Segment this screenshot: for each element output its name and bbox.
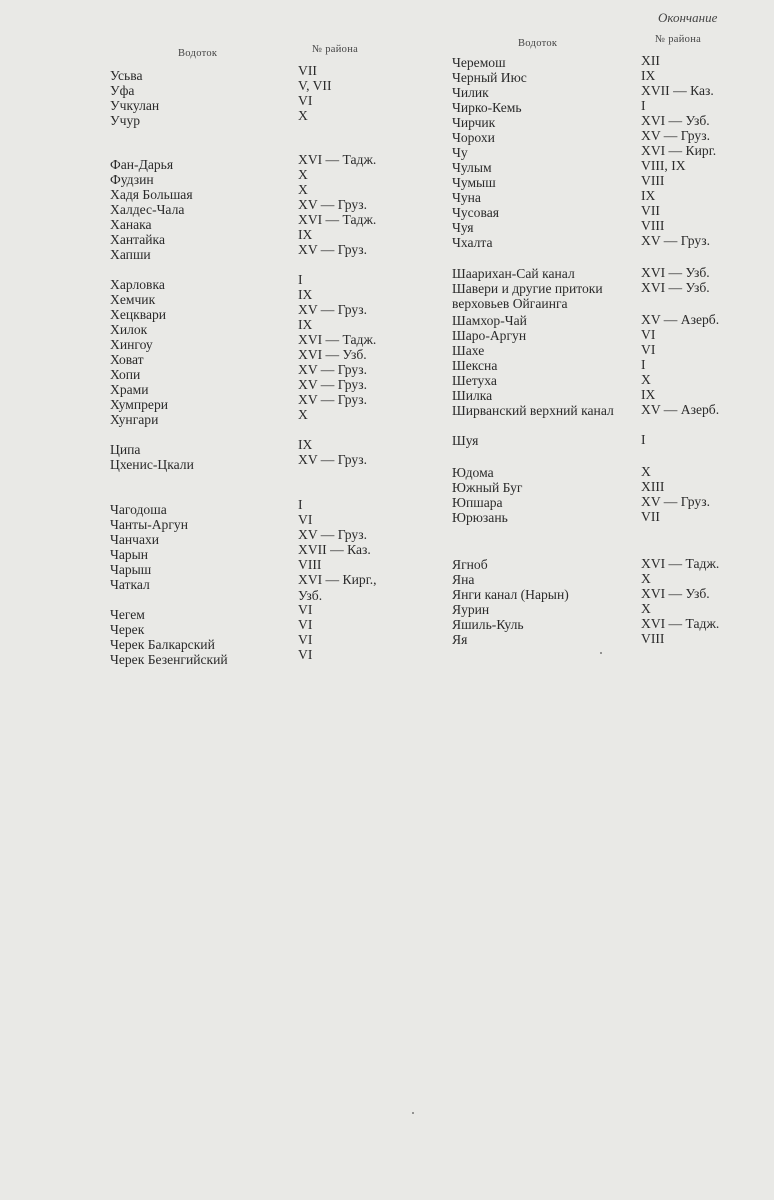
list-item-name: Яшиль-Куль	[452, 617, 524, 632]
list-item-district: XV — Груз.	[641, 128, 710, 143]
list-item-district: IX	[641, 387, 656, 402]
list-item-name: Чуя	[452, 220, 474, 235]
list-item-district: XVI — Тадж.	[298, 332, 377, 347]
list-item-name: Чарын	[110, 547, 149, 562]
list-item-district: XVI — Узб.	[641, 586, 710, 601]
list-item-district: VII	[641, 203, 660, 218]
list-item-name: Хингоу	[110, 337, 153, 352]
list-item-district: I	[641, 432, 646, 447]
list-item-name: Чирко-Кемь	[452, 100, 522, 115]
list-item-district: XVII — Каз.	[298, 542, 371, 557]
list-item-name: Юрюзань	[452, 510, 508, 525]
list-item-district: XV — Груз.	[298, 242, 367, 257]
list-item-name: Чаткал	[110, 577, 150, 592]
list-item-name: Усьва	[110, 68, 143, 83]
list-item-district: V, VII	[298, 78, 332, 93]
list-item-district: VI	[298, 93, 313, 108]
list-item-district: VI	[641, 327, 656, 342]
list-item-district: XVII — Каз.	[641, 83, 714, 98]
list-item-district: VIII	[298, 557, 322, 572]
list-item-name: Уфа	[110, 83, 135, 98]
list-item-name: Ципа	[110, 442, 141, 457]
list-item-district: I	[641, 357, 646, 372]
list-item-name: Фан-Дарья	[110, 157, 174, 172]
list-item-district: X	[641, 372, 651, 387]
list-item-name: Чулым	[452, 160, 492, 175]
list-item-name: Чанты-Аргун	[110, 517, 189, 532]
list-item-name: Чорохи	[452, 130, 495, 145]
list-item-name: Шавери и другие притоки верховьев Ойгаинга	[452, 281, 603, 311]
list-item-name: Ханака	[110, 217, 152, 232]
list-item-district: XV — Груз.	[298, 527, 367, 542]
list-item-district: XIII	[641, 479, 665, 494]
list-item-district: VI	[641, 342, 656, 357]
header-district-left: № района	[312, 44, 359, 55]
list-item-name: Хумпрери	[110, 397, 169, 412]
list-item-district: IX	[641, 188, 656, 203]
list-item-name: Хемчик	[110, 292, 156, 307]
list-item-district: IX	[298, 437, 313, 452]
list-item-name: Хантайка	[110, 232, 165, 247]
list-item-district: XVI — Узб.	[298, 347, 367, 362]
list-item-name: Чуна	[452, 190, 481, 205]
list-item-district: XVI — Тадж.	[641, 616, 720, 631]
list-item-name: Шексна	[452, 358, 498, 373]
list-item-name: Чегем	[110, 607, 145, 622]
list-item-district: VI	[298, 647, 313, 662]
list-item-district: I	[641, 98, 646, 113]
list-item-district: VIII, IX	[641, 158, 686, 173]
header-watercourse-left: Водоток	[178, 48, 218, 59]
list-item-district: I	[298, 272, 303, 287]
list-item-name: Черек Балкарский	[110, 637, 215, 652]
list-item-district: XV — Груз.	[298, 362, 367, 377]
list-item-district: VIII	[641, 631, 665, 646]
list-item-district: XVI — Тадж.	[298, 212, 377, 227]
list-item-name: Ягноб	[452, 557, 488, 572]
list-item-name: Хапши	[110, 247, 151, 262]
list-item-district: XV — Груз.	[641, 494, 710, 509]
list-item-district: XV — Груз.	[298, 392, 367, 407]
list-item-district: XVI — Тадж.	[298, 152, 377, 167]
list-item-name: Учкулан	[110, 98, 160, 113]
list-item-name: Хопи	[110, 367, 141, 382]
list-item-district: IX	[298, 317, 313, 332]
list-item-name: Шуя	[452, 433, 479, 448]
list-item-district: VII	[298, 63, 317, 78]
list-item-district: VI	[298, 632, 313, 647]
list-item-district: IX	[298, 227, 313, 242]
list-item-district: X	[298, 167, 308, 182]
list-item-district: VI	[298, 617, 313, 632]
list-item-district: X	[641, 601, 651, 616]
list-item-name: Черек Безенгийский	[110, 652, 228, 667]
list-item-district: XV — Груз.	[298, 197, 367, 212]
list-item-district: X	[641, 571, 651, 586]
list-item-district: X	[298, 108, 308, 123]
list-item-name: Чусовая	[452, 205, 499, 220]
list-item-name: Чилик	[452, 85, 489, 100]
list-item-district: IX	[641, 68, 656, 83]
list-item-district: I	[298, 497, 303, 512]
list-item-name: Чирчик	[452, 115, 496, 130]
list-item-district: XVI — Кирг.	[641, 143, 717, 158]
list-item-name: Шамхор-Чай	[452, 313, 527, 328]
list-item-district: X	[298, 407, 308, 422]
list-item-name: Яя	[452, 632, 468, 647]
list-item-name: Храми	[110, 382, 149, 397]
list-item-name: Хадя Большая	[110, 187, 193, 202]
list-item-district: XVI — Узб.	[641, 265, 710, 280]
header-watercourse-right: Водоток	[518, 38, 558, 49]
list-item-name: Юпшара	[452, 495, 503, 510]
list-item-name: Шилка	[452, 388, 493, 403]
header-district-right: № района	[655, 34, 702, 45]
list-item-district: VIII	[641, 218, 665, 233]
list-item-district: XVI — Кирг., Узб.	[298, 572, 377, 603]
list-item-district: XVI — Узб.	[641, 280, 710, 295]
list-item-name: Яна	[452, 572, 475, 587]
list-item-district: X	[298, 182, 308, 197]
list-item-name: Ширванский верхний канал	[452, 403, 614, 418]
list-item-district: XVI — Узб.	[641, 113, 710, 128]
page-speck	[600, 652, 602, 654]
list-item-name: Шахе	[452, 343, 485, 358]
list-item-name: Чарыш	[110, 562, 152, 577]
list-item-name: Ховат	[110, 352, 144, 367]
list-item-name: Фудзин	[110, 172, 154, 187]
list-item-name: Янги канал (Нарын)	[452, 587, 569, 602]
list-item-name: Учур	[110, 113, 141, 128]
list-item-name: Хецквари	[110, 307, 167, 322]
list-item-name: Хилок	[110, 322, 148, 337]
list-item-district: VI	[298, 602, 313, 617]
list-item-name: Шаро-Аргун	[452, 328, 527, 343]
list-item-district: XV — Груз.	[641, 233, 710, 248]
list-item-district: IX	[298, 287, 313, 302]
list-item-district: XVI — Тадж.	[641, 556, 720, 571]
list-item-name: Шетуха	[452, 373, 497, 388]
list-item-name: Юдома	[452, 465, 494, 480]
list-item-district: VI	[298, 512, 313, 527]
page-speck	[412, 1112, 414, 1114]
list-item-district: XV — Груз.	[298, 302, 367, 317]
list-item-name: Чхалта	[452, 235, 493, 250]
continuation-label: Окончание	[658, 10, 718, 25]
list-item-name: Чанчахи	[110, 532, 160, 547]
list-item-district: XV — Азерб.	[641, 312, 720, 327]
list-item-name: Яурин	[452, 602, 490, 617]
list-item-district: VII	[641, 509, 660, 524]
list-item-name: Чумыш	[452, 175, 496, 190]
list-item-name: Чу	[452, 145, 468, 160]
list-item-name: Черный Июс	[452, 70, 527, 85]
list-item-name: Харловка	[110, 277, 165, 292]
list-item-district: XV — Груз.	[298, 377, 367, 392]
list-item-district: XV — Азерб.	[641, 402, 720, 417]
list-item-name: Халдес-Чала	[110, 202, 185, 217]
list-item-name: Черемош	[452, 55, 506, 70]
list-item-district: X	[641, 464, 651, 479]
list-item-name: Черек	[110, 622, 145, 637]
list-item-district: XV — Груз.	[298, 452, 367, 467]
list-item-name: Чагодоша	[110, 502, 167, 517]
list-item-name: Южный Буг	[452, 480, 523, 495]
list-item-name: Цхенис-Цкали	[110, 457, 194, 472]
list-item-name: Хунгари	[110, 412, 159, 427]
list-item-district: XII	[641, 53, 660, 68]
list-item-name: Шаарихан-Сай канал	[452, 266, 575, 281]
list-item-district: VIII	[641, 173, 665, 188]
